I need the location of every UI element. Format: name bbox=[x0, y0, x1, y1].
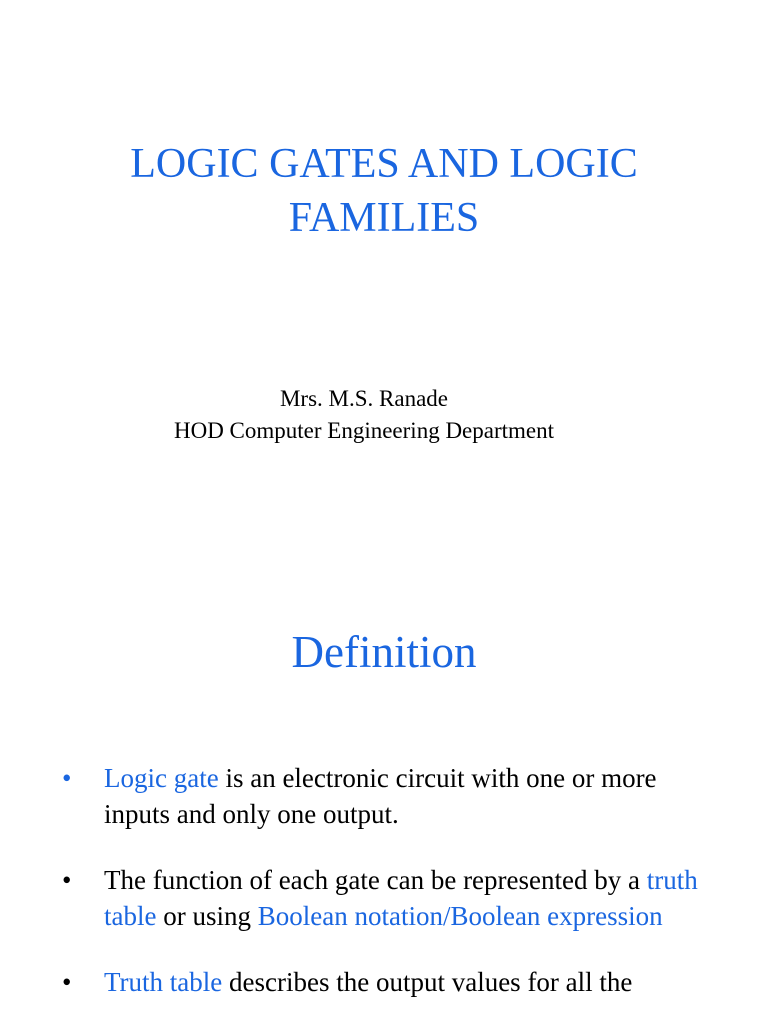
definition-slide bbox=[0, 576, 768, 1024]
term-truth-table: Truth table bbox=[104, 967, 223, 997]
bullet-text: describes the output values for all the bbox=[222, 967, 633, 997]
bullet-text: is an electronic circuit with one or more inputs and only one output. bbox=[104, 763, 657, 829]
term-boolean-notation: Boolean notation/Boolean expression bbox=[257, 901, 663, 931]
title-line-2: FAMILIES bbox=[288, 195, 480, 241]
bullet-icon: • bbox=[62, 967, 72, 997]
bullet-list bbox=[0, 760, 768, 1024]
slide-title: Definition bbox=[291, 627, 477, 677]
bullet-text: or using bbox=[156, 901, 258, 931]
title-line-1: LOGIC GATES AND LOGIC bbox=[130, 141, 638, 187]
bullet-item bbox=[0, 862, 768, 934]
author-department: HOD Computer Engineering Department bbox=[173, 418, 555, 443]
term-logic-gate: Logic gate bbox=[104, 763, 219, 793]
presentation-title bbox=[60, 137, 708, 245]
bullet-item bbox=[0, 964, 768, 1000]
term-truth-table: truth table bbox=[104, 865, 698, 931]
bullet-icon: • bbox=[62, 763, 72, 793]
bullet-item bbox=[0, 760, 768, 832]
bullet-icon: • bbox=[62, 865, 72, 895]
bullet-text: The function of each gate can be represented by a bbox=[104, 865, 647, 895]
author-name: Mrs. M.S. Ranade bbox=[279, 386, 449, 411]
presenter-info bbox=[80, 383, 648, 447]
